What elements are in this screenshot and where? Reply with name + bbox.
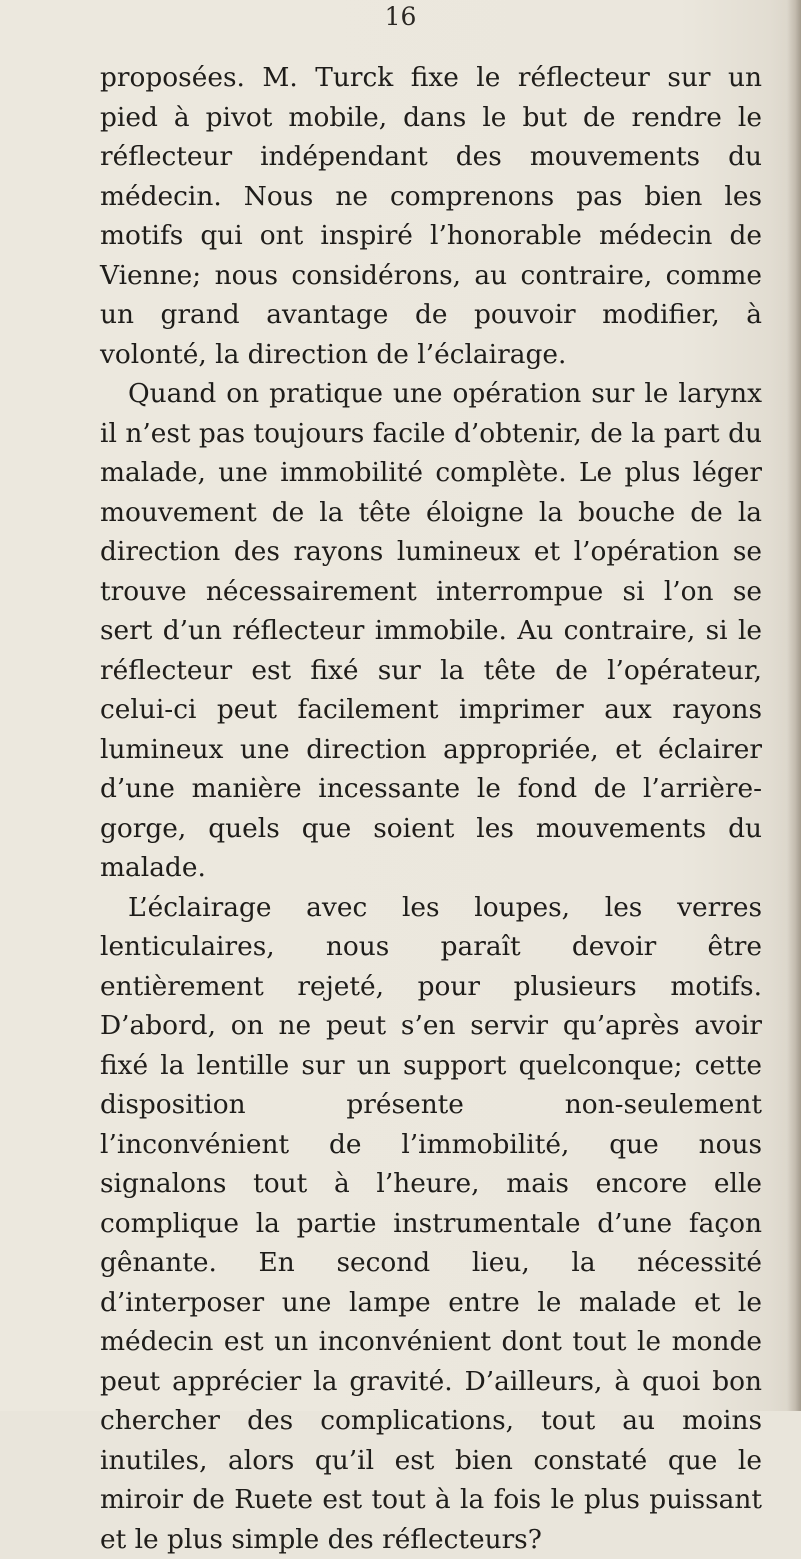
paragraph: L’éclairage avec les loupes, les verres lenticulaires, nous paraît devoir être entièrement rejeté, pour plusieurs motifs. D’abord, on ne peut s’en servir qu’après avoir fixé la lentille sur un support quelconque; cette disposition présente non-seulement l’inconvénient de l’immobilité, que nous signalons tout à l’heure, mais encore elle complique la partie instrumentale d’une façon gênante. En second lieu, la nécessité d’interposer une lampe entre le malade et le médecin est un inconvénient dont tout le monde peut apprécier la gravité. D’ailleurs, à quoi bon chercher des complications, tout au moins inutiles, alors qu’il est bien constaté que le miroir de Ruete est tout à la fois le plus puissant et le plus simple des réflecteurs? (100, 888, 762, 1559)
body-text (100, 58, 762, 1559)
page-edge-shadow (787, 0, 801, 1411)
page-number: 16 (0, 2, 801, 31)
paragraph: Quand on pratique une opération sur le larynx il n’est pas toujours facile d’obtenir, de la part du malade, une immobilité complète. Le plus léger mouvement de la tête éloigne la bouche de la direction des rayons lumineux et l’opération se trouve nécessairement interrompue si l’on se sert d’un réflecteur immobile. Au contraire, si le réflecteur est fixé sur la tête de l’opérateur, celui-ci peut facilement imprimer aux rayons lumineux une direction appropriée, et éclairer d’une manière incessante le fond de l’arrière-gorge, quels que soient les mouvements du malade. (100, 374, 762, 888)
paragraph: proposées. M. Turck fixe le réflecteur sur un pied à pivot mobile, dans le but de rendre le réflecteur indépendant des mouvements du médecin. Nous ne comprenons pas bien les motifs qui ont inspiré l’honorable médecin de Vienne; nous considérons, au contraire, comme un grand avantage de pouvoir modifier, à volonté, la direction de l’éclairage. (100, 58, 762, 374)
